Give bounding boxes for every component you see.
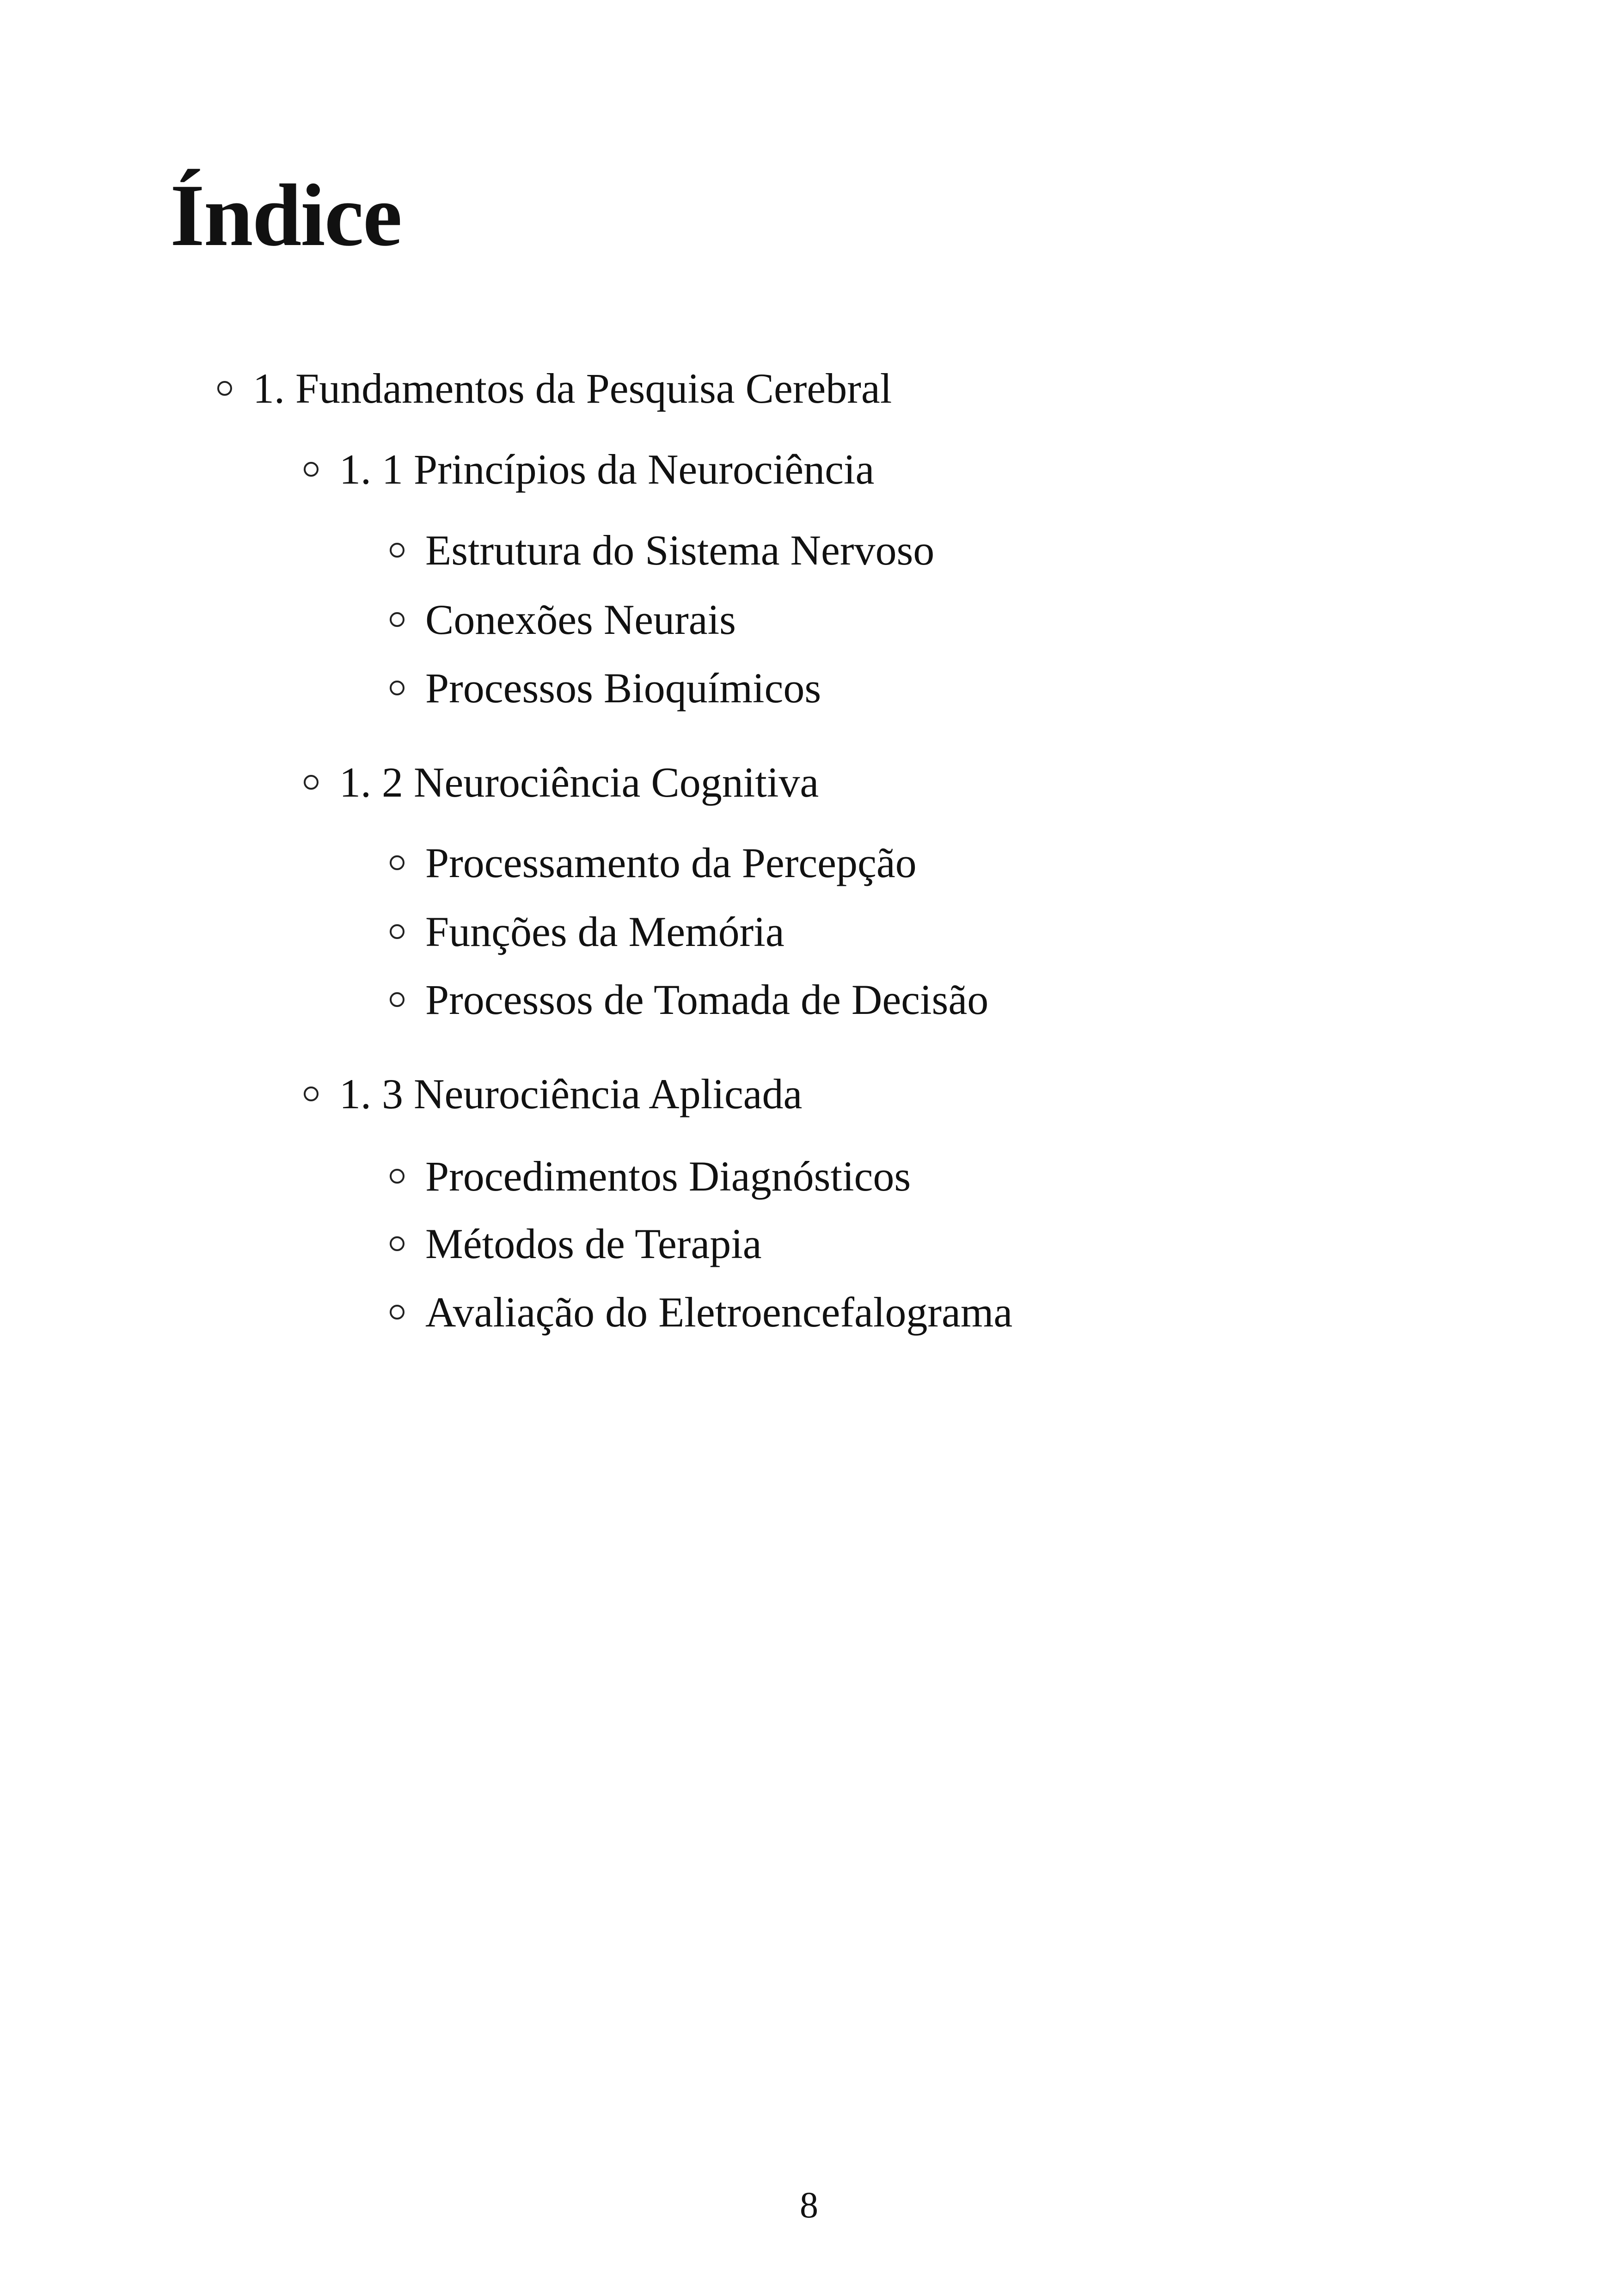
hollow-circle-icon bbox=[390, 612, 404, 627]
toc-item[interactable] bbox=[390, 1284, 1012, 1340]
toc-item-label: Processamento da Percepção bbox=[425, 839, 917, 886]
toc-section-label: 1. 1 Princípios da Neurociência bbox=[339, 446, 875, 493]
toc-item[interactable] bbox=[390, 592, 736, 647]
toc-section-label: 1. 3 Neurociência Aplicada bbox=[339, 1070, 803, 1117]
toc-item-label: Avaliação do Eletroencefalograma bbox=[425, 1289, 1013, 1336]
toc-item-label: Conexões Neurais bbox=[425, 596, 736, 643]
toc-section-label: 1. 2 Neurociência Cognitiva bbox=[339, 759, 819, 806]
page-number: 8 bbox=[800, 2185, 818, 2226]
toc-item[interactable] bbox=[390, 972, 988, 1027]
toc-item-label: Processos de Tomada de Decisão bbox=[425, 976, 989, 1023]
toc-chapter-label: 1. Fundamentos da Pesquisa Cerebral bbox=[253, 365, 892, 412]
hollow-circle-icon bbox=[304, 775, 319, 790]
toc-item-label: Processos Bioquímicos bbox=[425, 664, 821, 712]
toc-chapter-1[interactable] bbox=[217, 361, 892, 416]
hollow-circle-icon bbox=[304, 1087, 319, 1101]
hollow-circle-icon bbox=[390, 543, 404, 558]
hollow-circle-icon bbox=[217, 381, 232, 396]
toc-item[interactable] bbox=[390, 1216, 762, 1271]
toc-item[interactable] bbox=[390, 835, 917, 890]
toc-item[interactable] bbox=[390, 660, 821, 716]
page-title: Índice bbox=[170, 166, 402, 264]
toc-item[interactable] bbox=[390, 904, 784, 959]
toc-item[interactable] bbox=[390, 522, 934, 578]
toc-item-label: Métodos de Terapia bbox=[425, 1220, 762, 1267]
toc-item-label: Funções da Memória bbox=[425, 908, 784, 955]
toc-section-1-2[interactable] bbox=[304, 755, 819, 810]
toc-item-label: Estrutura do Sistema Nervoso bbox=[425, 527, 935, 574]
toc-section-1-1[interactable] bbox=[304, 442, 874, 497]
hollow-circle-icon bbox=[390, 924, 404, 939]
hollow-circle-icon bbox=[390, 855, 404, 870]
hollow-circle-icon bbox=[390, 1169, 404, 1184]
hollow-circle-icon bbox=[390, 1236, 404, 1251]
toc-item-label: Procedimentos Diagnósticos bbox=[425, 1153, 911, 1200]
hollow-circle-icon bbox=[390, 992, 404, 1007]
hollow-circle-icon bbox=[390, 681, 404, 695]
hollow-circle-icon bbox=[390, 1305, 404, 1320]
toc-item[interactable] bbox=[390, 1148, 911, 1204]
toc-section-1-3[interactable] bbox=[304, 1066, 802, 1122]
hollow-circle-icon bbox=[304, 462, 319, 477]
